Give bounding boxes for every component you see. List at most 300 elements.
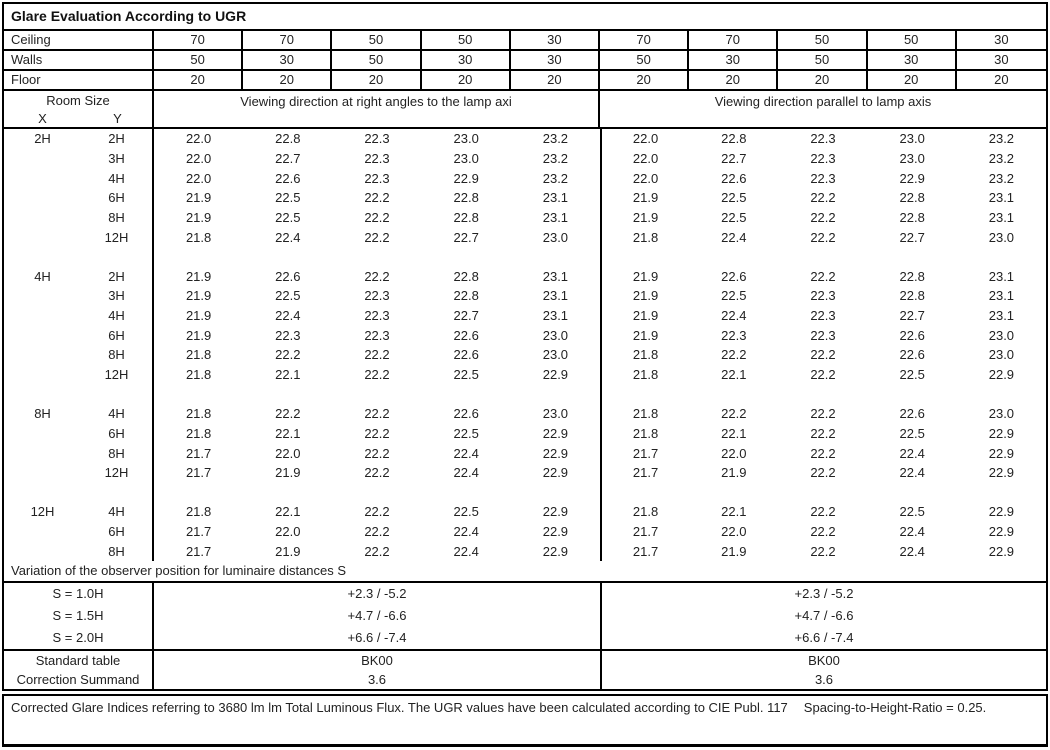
ugr-value: 22.9 — [542, 445, 569, 461]
ugr-value — [422, 483, 511, 503]
x-axis-label: X — [38, 111, 47, 126]
ugr-value: 22.9 — [542, 543, 569, 559]
ugr-value: 22.9 — [988, 367, 1015, 382]
ugr-value — [332, 384, 421, 404]
ugr-value: 22.3 — [364, 288, 390, 304]
y-axis-label: Y — [113, 111, 122, 126]
ugr-value: 21.7 — [185, 543, 212, 559]
ugr-value — [332, 483, 421, 503]
ugr-value: 22.9 — [542, 425, 569, 441]
ugr-value: 22.9 — [988, 465, 1015, 481]
ugr-value: 22.9 — [899, 170, 925, 186]
room-x-value — [4, 208, 81, 228]
ugr-value: 22.2 — [275, 406, 301, 422]
ugr-value: 22.0 — [185, 170, 212, 186]
ugr-row — [4, 266, 1046, 286]
ugr-value: 22.9 — [453, 170, 479, 186]
ugr-value: 21.7 — [600, 463, 689, 483]
ugr-value — [689, 247, 778, 267]
room-y-value: 3H — [81, 286, 154, 306]
ugr-value: 21.9 — [600, 286, 689, 306]
ugr-value: 22.7 — [275, 150, 301, 166]
ugr-value: 22.3 — [810, 131, 836, 147]
ugr-value: 22.3 — [275, 327, 301, 343]
ugr-row — [4, 227, 1046, 247]
ugr-value: 23.0 — [453, 150, 479, 166]
room-x-value — [4, 443, 81, 463]
ugr-value: 22.4 — [899, 543, 925, 559]
ugr-value: 22.2 — [810, 543, 836, 559]
ugr-value: 23.0 — [899, 150, 925, 166]
ugr-value: 23.0 — [542, 347, 569, 363]
ugr-value: 22.6 — [721, 170, 747, 186]
viewing-direction-right-header: Viewing direction parallel to lamp axis — [714, 94, 932, 109]
ugr-value — [868, 483, 957, 503]
ugr-value: 22.2 — [810, 209, 836, 225]
observer-variation-row-right-value: +4.7 / -6.6 — [600, 605, 1046, 627]
room-x-value — [4, 541, 81, 561]
room-y-value — [81, 247, 154, 267]
ugr-value: 22.2 — [810, 425, 836, 441]
observer-variation-row — [4, 583, 1046, 605]
ugr-value: 22.2 — [364, 425, 390, 441]
ugr-value: 21.9 — [185, 268, 212, 284]
ugr-value: 23.1 — [988, 308, 1015, 324]
ugr-value: 23.0 — [542, 406, 569, 422]
surface-value: 50 — [868, 31, 957, 49]
ugr-value: 21.9 — [185, 190, 212, 206]
room-size-header — [4, 91, 154, 127]
ugr-value: 22.9 — [542, 465, 569, 481]
surface-value: 20 — [154, 71, 243, 89]
variation-section-label: Variation of the observer position for luminaire distances S — [4, 561, 1046, 583]
surface-value: 50 — [154, 51, 243, 69]
summary-row-right-value: BK00 — [600, 651, 1046, 670]
room-y-value: 6H — [81, 424, 154, 444]
ugr-value — [778, 247, 867, 267]
ugr-value: 22.2 — [364, 504, 390, 520]
surface-value: 20 — [868, 71, 957, 89]
surface-value: 30 — [511, 51, 600, 69]
ugr-value: 21.8 — [600, 424, 689, 444]
table-summary-rows — [4, 651, 1046, 689]
ugr-value: 23.1 — [542, 308, 569, 324]
surface-value: 20 — [422, 71, 511, 89]
ugr-value: 22.2 — [721, 347, 747, 363]
ugr-value: 23.1 — [988, 209, 1015, 225]
ugr-value — [957, 384, 1046, 404]
ugr-value: 22.2 — [810, 504, 836, 520]
room-x-value — [4, 227, 81, 247]
ugr-value — [243, 483, 332, 503]
surface-value: 70 — [600, 31, 689, 49]
ugr-value: 21.9 — [600, 306, 689, 326]
summary-row-label: Correction Summand — [4, 670, 154, 689]
ugr-value: 21.9 — [721, 465, 747, 481]
ugr-value: 22.8 — [899, 209, 925, 225]
ugr-value: 23.1 — [988, 190, 1015, 206]
ugr-value: 22.0 — [721, 524, 747, 540]
ugr-value: 21.7 — [600, 522, 689, 542]
ugr-value — [957, 247, 1046, 267]
ugr-value: 22.1 — [721, 504, 747, 520]
ugr-value: 22.7 — [899, 229, 925, 245]
ugr-value — [689, 483, 778, 503]
room-y-value: 2H — [81, 266, 154, 286]
ugr-value: 21.9 — [185, 327, 212, 343]
ugr-value: 21.8 — [600, 365, 689, 385]
ugr-value: 22.6 — [899, 327, 925, 343]
ugr-value: 21.9 — [600, 208, 689, 228]
ugr-value: 22.4 — [721, 308, 747, 324]
ugr-row — [4, 541, 1046, 561]
room-y-value: 4H — [81, 502, 154, 522]
ugr-value — [868, 247, 957, 267]
ugr-value: 22.2 — [810, 229, 836, 245]
observer-variation-rows — [4, 583, 1046, 651]
room-x-value — [4, 384, 81, 404]
room-y-value: 8H — [81, 541, 154, 561]
ugr-value: 23.2 — [988, 170, 1015, 186]
room-y-value — [81, 384, 154, 404]
ugr-value: 21.9 — [275, 465, 301, 481]
ugr-value: 21.9 — [600, 188, 689, 208]
ugr-value: 23.2 — [988, 131, 1015, 147]
ugr-value — [600, 247, 689, 267]
ugr-value: 22.8 — [453, 209, 479, 225]
room-x-value: 2H — [34, 131, 51, 147]
room-y-value: 6H — [81, 522, 154, 542]
ugr-value: 22.2 — [364, 190, 390, 206]
ugr-value: 22.7 — [721, 150, 747, 166]
ugr-value: 22.3 — [721, 327, 747, 343]
surface-value: 30 — [511, 31, 600, 49]
observer-variation-row-label: S = 1.5H — [4, 605, 154, 627]
observer-variation-row — [4, 605, 1046, 627]
ugr-value: 22.3 — [364, 150, 390, 166]
ugr-row — [4, 325, 1046, 345]
ugr-value: 22.4 — [275, 308, 301, 324]
summary-row-right-value: 3.6 — [600, 670, 1046, 689]
ugr-value: 23.0 — [988, 347, 1015, 363]
ugr-value: 22.3 — [810, 308, 836, 324]
room-x-value — [4, 168, 81, 188]
surface-label: Walls — [4, 51, 154, 69]
ugr-value: 23.0 — [542, 327, 569, 343]
observer-variation-row-right-value: +2.3 / -5.2 — [600, 583, 1046, 605]
ugr-row — [4, 365, 1046, 385]
surface-row-walls — [4, 51, 1046, 71]
ugr-value: 21.9 — [185, 308, 212, 324]
ugr-value: 22.8 — [721, 131, 747, 147]
room-x-value — [4, 463, 81, 483]
ugr-value: 22.9 — [542, 524, 569, 540]
surface-value: 20 — [689, 71, 778, 89]
ugr-value: 22.2 — [810, 445, 836, 461]
ugr-value — [511, 384, 600, 404]
room-y-value: 8H — [81, 345, 154, 365]
room-x-value: 12H — [30, 504, 55, 520]
ugr-row — [4, 168, 1046, 188]
room-x-value: 8H — [34, 406, 51, 422]
ugr-value: 22.5 — [453, 367, 479, 382]
ugr-row — [4, 443, 1046, 463]
surface-value: 50 — [778, 51, 867, 69]
room-x-value — [4, 365, 81, 385]
ugr-value — [600, 384, 689, 404]
ugr-value — [154, 247, 243, 267]
room-y-value: 12H — [81, 227, 154, 247]
summary-row-label: Standard table — [4, 651, 154, 670]
ugr-value: 21.7 — [185, 445, 212, 461]
ugr-value: 22.0 — [721, 445, 747, 461]
room-y-value: 12H — [81, 365, 154, 385]
ugr-value — [511, 247, 600, 267]
room-y-value: 3H — [81, 149, 154, 169]
room-y-value: 12H — [81, 463, 154, 483]
ugr-value: 22.7 — [899, 308, 925, 324]
ugr-value — [154, 384, 243, 404]
ugr-value: 21.7 — [185, 465, 212, 481]
ugr-value: 22.2 — [364, 524, 390, 540]
ugr-value: 22.0 — [600, 129, 689, 149]
ugr-value: 22.5 — [899, 425, 925, 441]
ugr-value: 22.4 — [899, 445, 925, 461]
surface-value: 20 — [511, 71, 600, 89]
ugr-value — [778, 483, 867, 503]
ugr-value: 22.2 — [275, 347, 301, 363]
room-y-value: 6H — [81, 188, 154, 208]
room-x-value — [4, 325, 81, 345]
ugr-row — [4, 522, 1046, 542]
surface-value: 30 — [994, 32, 1009, 47]
ugr-row — [4, 129, 1046, 149]
ugr-value: 22.9 — [988, 445, 1015, 461]
ugr-value: 22.5 — [721, 209, 747, 225]
ugr-row — [4, 345, 1046, 365]
ugr-value: 22.5 — [899, 504, 925, 520]
observer-variation-row-left-value: +6.6 / -7.4 — [347, 630, 407, 645]
ugr-value: 21.7 — [600, 443, 689, 463]
viewing-direction-left-header: Viewing direction at right angles to the lamp axi — [154, 91, 600, 127]
ugr-value: 23.0 — [542, 229, 569, 245]
room-size-label: Room Size — [46, 93, 110, 108]
surface-value: 50 — [778, 31, 867, 49]
surface-label: Ceiling — [4, 31, 154, 49]
glare-evaluation-table — [2, 2, 1048, 691]
room-y-value: 4H — [81, 168, 154, 188]
ugr-value: 22.7 — [453, 308, 479, 324]
ugr-value: 23.1 — [988, 268, 1015, 284]
room-y-value — [81, 483, 154, 503]
room-size-axes — [4, 111, 152, 126]
summary-row — [4, 670, 1046, 689]
surface-value: 30 — [994, 52, 1009, 67]
ugr-value: 22.4 — [453, 445, 479, 461]
spacer-row — [4, 384, 1046, 404]
ugr-value — [243, 247, 332, 267]
ugr-value: 22.1 — [275, 504, 301, 520]
ugr-value: 22.6 — [453, 347, 479, 363]
ugr-value: 23.2 — [542, 150, 569, 166]
ugr-value — [957, 483, 1046, 503]
ugr-value — [243, 384, 332, 404]
room-x-value — [4, 247, 81, 267]
ugr-value: 22.0 — [275, 445, 301, 461]
ugr-value-rows — [4, 129, 1046, 561]
ugr-value: 22.3 — [364, 327, 390, 343]
surface-value: 30 — [868, 51, 957, 69]
ugr-value: 22.9 — [542, 504, 569, 520]
ugr-value: 22.5 — [275, 288, 301, 304]
ugr-value: 22.1 — [275, 367, 301, 382]
ugr-value: 21.8 — [185, 425, 212, 441]
ugr-value: 23.1 — [542, 268, 569, 284]
ugr-value: 22.8 — [453, 190, 479, 206]
ugr-value — [332, 247, 421, 267]
ugr-value: 22.4 — [899, 524, 925, 540]
table-title: Glare Evaluation According to UGR — [4, 4, 1046, 31]
ugr-row — [4, 286, 1046, 306]
room-y-value: 4H — [81, 404, 154, 424]
spacer-row — [4, 247, 1046, 267]
room-x-value — [4, 286, 81, 306]
ugr-value: 22.8 — [899, 190, 925, 206]
ugr-value: 22.0 — [275, 524, 301, 540]
ugr-row — [4, 502, 1046, 522]
ugr-value: 22.2 — [810, 524, 836, 540]
ugr-value: 22.8 — [453, 268, 479, 284]
ugr-value: 22.1 — [721, 367, 747, 382]
ugr-value: 21.9 — [600, 325, 689, 345]
ugr-value — [422, 384, 511, 404]
surface-value: 70 — [154, 31, 243, 49]
ugr-value: 22.5 — [721, 288, 747, 304]
ugr-value: 22.5 — [721, 190, 747, 206]
surface-value: 70 — [243, 31, 332, 49]
ugr-value — [868, 384, 957, 404]
ugr-value — [154, 483, 243, 503]
ugr-value: 21.9 — [275, 543, 301, 559]
ugr-value: 23.2 — [988, 150, 1015, 166]
ugr-value: 22.4 — [899, 465, 925, 481]
ugr-value: 21.8 — [600, 227, 689, 247]
ugr-value: 22.8 — [899, 288, 925, 304]
footer-text: Corrected Glare Indices referring to 3680 lm lm Total Luminous Flux. The UGR values have been calculated according to CIE Publ. 117 — [11, 700, 788, 715]
ugr-row — [4, 463, 1046, 483]
room-x-value — [4, 522, 81, 542]
ugr-value: 22.1 — [275, 425, 301, 441]
ugr-value: 22.2 — [364, 268, 390, 284]
surface-value: 30 — [422, 51, 511, 69]
ugr-value: 22.2 — [810, 406, 836, 422]
surface-value: 70 — [689, 31, 778, 49]
ugr-value: 22.5 — [453, 425, 479, 441]
ugr-value: 22.2 — [364, 367, 390, 382]
ugr-value: 22.6 — [275, 170, 301, 186]
ugr-value: 22.3 — [810, 150, 836, 166]
observer-variation-row-label: S = 1.0H — [4, 583, 154, 605]
surface-label: Floor — [4, 71, 154, 89]
ugr-value: 22.2 — [364, 347, 390, 363]
ugr-value: 23.0 — [988, 406, 1015, 422]
ugr-value: 23.1 — [542, 288, 569, 304]
ugr-value: 22.2 — [810, 367, 836, 382]
surface-value: 50 — [332, 31, 421, 49]
ugr-row — [4, 404, 1046, 424]
ugr-value: 23.2 — [542, 170, 569, 186]
ugr-value: 21.9 — [600, 266, 689, 286]
ugr-value: 22.5 — [275, 209, 301, 225]
room-y-value: 8H — [81, 443, 154, 463]
ugr-value: 22.5 — [275, 190, 301, 206]
ugr-value: 21.8 — [185, 347, 212, 363]
surface-value: 20 — [243, 71, 332, 89]
footer-note — [2, 694, 1048, 747]
surface-value: 20 — [600, 71, 689, 89]
room-y-value: 2H — [81, 129, 154, 149]
surface-value: 50 — [332, 51, 421, 69]
ugr-value: 22.8 — [275, 131, 301, 147]
ugr-row — [4, 424, 1046, 444]
ugr-value: 22.9 — [988, 504, 1015, 520]
ugr-value: 23.1 — [542, 190, 569, 206]
ugr-row — [4, 188, 1046, 208]
room-y-value: 4H — [81, 306, 154, 326]
room-x-value — [4, 424, 81, 444]
room-y-value: 6H — [81, 325, 154, 345]
ugr-value: 22.4 — [721, 229, 747, 245]
summary-row — [4, 651, 1046, 670]
observer-variation-row-right-value: +6.6 / -7.4 — [600, 627, 1046, 649]
ugr-value: 22.2 — [721, 406, 747, 422]
ugr-value: 21.8 — [185, 406, 212, 422]
surface-value: 30 — [243, 51, 332, 69]
ugr-value: 21.8 — [600, 345, 689, 365]
ugr-value: 22.0 — [600, 149, 689, 169]
surface-reflectance-rows — [4, 31, 1046, 91]
ugr-row — [4, 149, 1046, 169]
ugr-value: 22.6 — [721, 268, 747, 284]
surface-row-ceiling — [4, 31, 1046, 51]
observer-variation-row — [4, 627, 1046, 649]
ugr-value: 23.0 — [988, 229, 1015, 245]
room-y-value: 8H — [81, 208, 154, 228]
surface-value: 30 — [689, 51, 778, 69]
summary-row-left-value: BK00 — [361, 653, 393, 668]
ugr-value: 22.5 — [899, 367, 925, 382]
observer-variation-row-label: S = 2.0H — [4, 627, 154, 649]
ugr-value: 21.7 — [185, 524, 212, 540]
ugr-value: 21.8 — [185, 229, 212, 245]
room-x-value — [4, 149, 81, 169]
surface-value: 20 — [994, 72, 1009, 87]
ugr-value: 22.2 — [364, 543, 390, 559]
ugr-value: 22.9 — [988, 425, 1015, 441]
ugr-value: 22.2 — [810, 190, 836, 206]
ugr-value: 23.1 — [542, 209, 569, 225]
ugr-value: 22.3 — [364, 170, 390, 186]
ugr-value: 21.9 — [185, 288, 212, 304]
ugr-value: 22.2 — [364, 465, 390, 481]
spacing-ratio-text: Spacing-to-Height-Ratio = 0.25. — [803, 700, 987, 715]
ugr-value: 22.2 — [810, 347, 836, 363]
ugr-value: 22.9 — [988, 543, 1015, 559]
observer-variation-row-left-value: +4.7 / -6.6 — [347, 608, 407, 623]
ugr-value: 22.3 — [364, 131, 390, 147]
ugr-value: 22.6 — [453, 406, 479, 422]
room-x-value — [4, 306, 81, 326]
